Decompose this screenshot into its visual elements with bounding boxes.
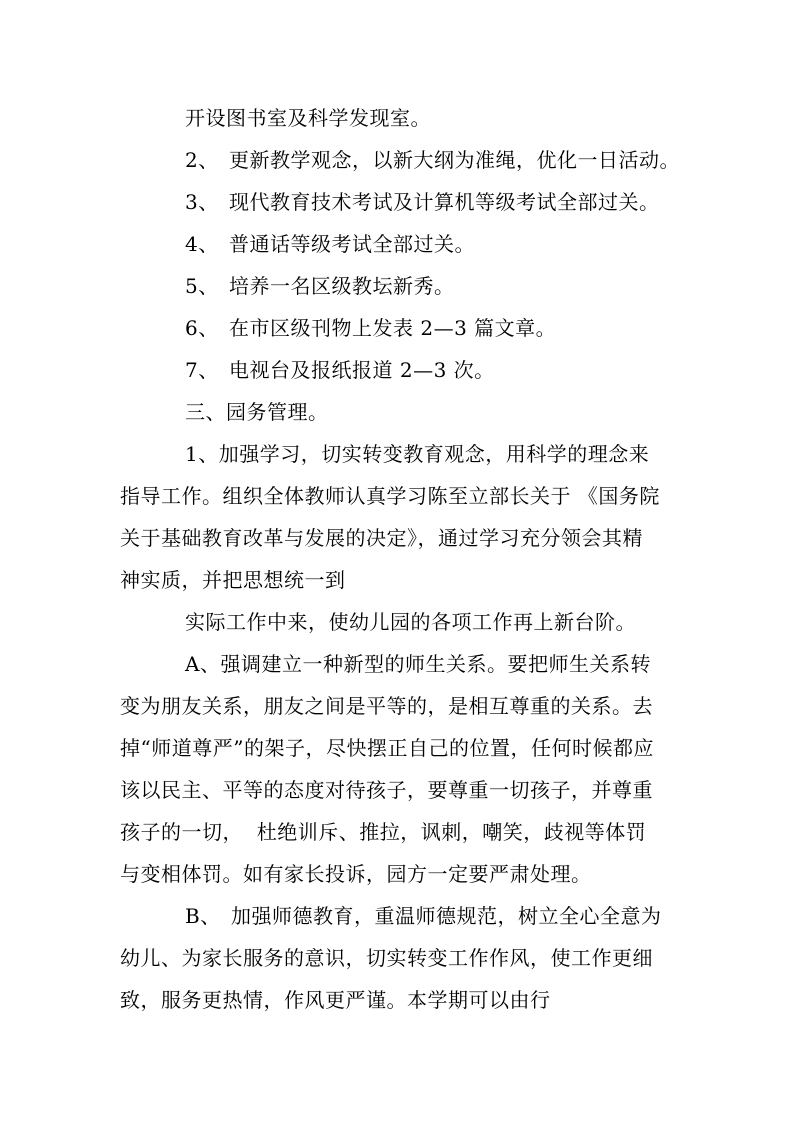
list-number: 2、 (185, 148, 219, 172)
paragraph-line: 变为朋友关系，朋友之间是平等的，是相互尊重的关系。去 (120, 694, 653, 718)
paragraph-line: 1、加强学习，切实转变教育观念，用科学的理念来 (185, 442, 650, 466)
list-number: 5、 (185, 274, 219, 298)
paragraph-line: 致，服务更热情，作风更严谨。本学期可以由行 (120, 988, 551, 1012)
paragraph-line: 与变相体罚。如有家长投诉，园方一定要严肃处理。 (120, 862, 592, 886)
list-item-7 (185, 356, 495, 384)
list-item-2 (185, 146, 680, 174)
list-text: 培养一名区级教坛新秀。 (229, 274, 455, 298)
list-item-6 (185, 314, 556, 342)
list-text: 加强师德教育，重温师德规范，树立全心全意为 (231, 904, 662, 928)
list-number: B、 (185, 904, 221, 928)
list-text: 在市区级刊物上发表 2—3 篇文章。 (229, 316, 557, 340)
paragraph-line: 指导工作。组织全体教师认真学习陈至立部长关于 《国务院 (120, 484, 660, 508)
paragraph-line: 孩子的一切， 杜绝训斥、推拉，讽刺，嘲笑，歧视等体罚 (120, 820, 647, 844)
list-text: 更新教学观念，以新大纲为准绳，优化一日活动。 (229, 148, 680, 172)
paragraph-line (185, 902, 662, 930)
paragraph-line: A、强调建立一种新型的师生关系。要把师生关系转 (185, 652, 651, 676)
paragraph-line: 关于基础教育改革与发展的决定》，通过学习充分领会其精 (120, 526, 643, 550)
list-number: 6、 (185, 316, 219, 340)
list-item-3 (185, 188, 660, 216)
paragraph-line: 掉“师道尊严”的架子，尽快摆正自己的位置，任何时候都应 (120, 736, 654, 760)
list-item-4 (185, 230, 475, 258)
list-text: 现代教育技术考试及计算机等级考试全部过关。 (229, 190, 660, 214)
paragraph-line: 幼儿、为家长服务的意识，切实转变工作作风，使工作更细 (120, 946, 653, 970)
list-number: 3、 (185, 190, 219, 214)
list-number: 7、 (185, 358, 219, 382)
list-number: 4、 (185, 232, 219, 256)
list-item-5 (185, 272, 455, 300)
list-text: 普通话等级考试全部过关。 (229, 232, 475, 256)
list-text: 电视台及报纸报道 2—3 次。 (229, 358, 495, 382)
paragraph-line: 实际工作中来，使幼儿园的各项工作再上新台阶。 (185, 610, 636, 634)
text-line: 开设图书室及科学发现室。 (185, 106, 431, 130)
section-heading: 三、园务管理。 (185, 400, 329, 424)
paragraph-line: 神实质，并把思想统一到 (120, 568, 346, 592)
paragraph-line: 该以民主、平等的态度对待孩子，要尊重一切孩子，并尊重 (120, 778, 653, 802)
